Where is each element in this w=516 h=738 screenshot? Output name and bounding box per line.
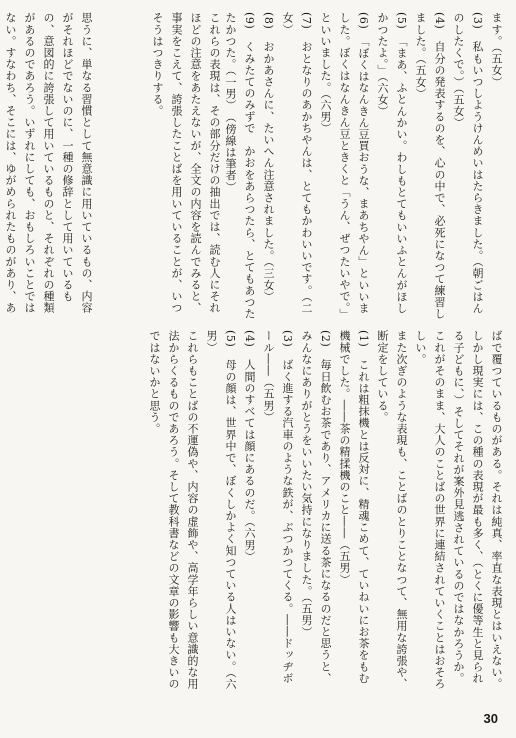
page-number: 30 (483, 711, 498, 726)
text-block-examples: ます。（五女） (3) 私もいつしようけんめいはたらきました。（朝ごはんのしたくで。）（五女） (4) 自分の発表するのを、心の中で、必死になつて練習しました。（五女） (5) 「まあ、ふとんかい。わしもとてもいいふとんがほしかつたよ。」（六女） (6) 「ぼくはなんきん豆買おうな、まあちやん」といいました。ぼくはなんきん豆ときくと「うん、ぜつたいやで。」といいました。（六男） (7) おとなりのあかちやんは、とてもかわいいです。（二女） (8) おかあさんに、たいへん注意されました。（三女） (9) くみたてのみずで かおをあらつたら、とてもあつたたかつた。（一男） （傍線は筆者） (224, 12, 503, 320)
text-block-analysis: 思うに、単なる習慣として無意識に用いているもの、内容がそれほどでないのに、一種の修辞として用いているもの、意図的に誇張して用いているものと、それぞれの種類があるのであろう。いずれにしても、おもしろいことではない。すなわち、そこには、ゆがめられたものがあり、あ (4, 12, 93, 314)
text-block-commentary: これらの表現は、その部分だけの抽出では、読む人にそれほどの注意をあたえないが、全文の内容を読んでみると、事実をこえて、誇張したことばを用いていることが、いつそうはつきりする。 (151, 12, 221, 314)
text-block-lower: ばで覆つているものがある。それは純真、率直な表現とはいえない。しかし現実には、この種の表現が最も多く、（とくに優等生と見られる子どもに、）そしてそれが案外見逃されているのではなかろうか。 これがそのまま、大人のことばの世界に連結されていくことはおそろしい。 また次ぎのような表現も、ことばのとりことなつて、無用な誇張や、断定をしている。 (1) これは粗抹機とは反対に、精魂こめて、ていねいにお茶をもむ機械でした。――茶の精揉機のこと――（五男） (2) 毎日飲むお茶であり、アメリカに送る茶になるのだと思うと、みんなにありがとうをいいたい気持になりました。（五男） (3) ばく進する汽車のような鉄が、ぶつかつてくる。――ドッヂボール――（五男） (4) 人間のすべては顔にあるのだ。（六男） (5) 母の顔は、世界中で、ぼくしかよく知つている人はいない。（六男） これらもことばの不運偽や、内容の虚飾や、高学年らしい意識的な用法からくるものであろう。そして教科書などの文章の影響も大きいのではないかと思う。 (148, 330, 503, 690)
